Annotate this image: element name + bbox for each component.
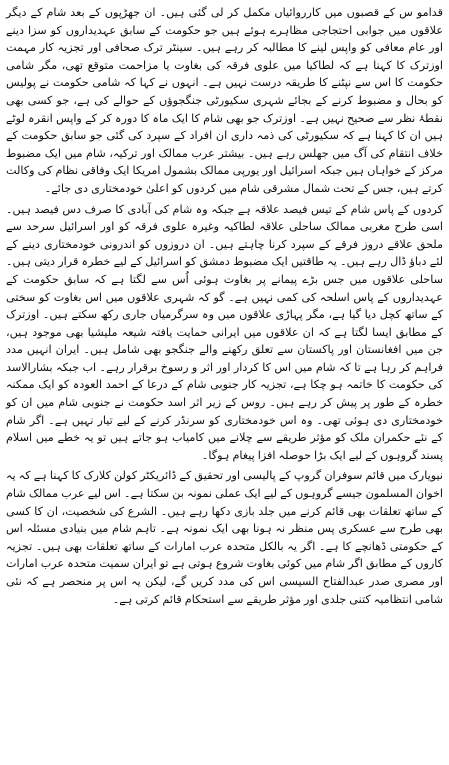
article-paragraph-2: کردوں کے پاس شام کے تیس فیصد علاقہ ہے جبکہ وہ شام کی آبادی کا صرف دس فیصد ہیں۔ اسی طرح مغربی ممالک ساحلی علاقہ لطاکیہ وغیرہ علوی فرقہ کو اور اسرائیل سرحد سے ملحق علاقے دروز فرقے کے سپرد کرنا چاہتے ہیں۔ ان دروزوں کو اندرونی خودمختاری دینے کے لئے دباؤ ڈال رہے ہیں۔ یہ طاقتیں ایک مضبوط دمشق کو اسرائیل کے لیے خطرہ قرار دیتی ہیں۔ ساحلی علاقوں میں جس بڑے پیمانے پر بغاوت ہوئی اُس سے لگتا ہے کہ سابق حکومت کے عہدیداروں کے پاس اسلحہ کی کمی نہیں ہے۔ گو کہ شہری علاقوں میں اس بغاوت کو سختی کے ساتھ کچل دیا گیا ہے، مگر پہاڑی علاقوں میں وہ سرگرمیاں جاری رکھ سکتے ہیں۔ اوزترک کے مطابق ایسا لگتا ہے کہ ان علاقوں میں ایرانی حمایت یافتہ شیعہ ملیشیا بھی موجود ہیں، جن میں افغانستان اور پاکستان سے تعلق رکھنے والے جنگجو بھی شامل ہیں۔ ایران انہیں مدد فراہم کر رہا ہے تا کہ شام میں اس کا کردار اور اثر و رسوخ برقرار رہے۔ اب جبکہ بشارالاسد کی حکومت کا خاتمہ ہو چکا ہے، تجزیہ کار جنوبی شام کے درعا کے احمد العودہ کو ایک ممکنہ خطرہ کے طور پر پیش کر رہے ہیں۔ روس کے زیر اثر اسد حکومت نے جنوبی شام میں ان کو خودمختاری دی ہوئی تھی۔ وہ اس خودمختاری کو سرنڈر کرنے کے لیے تیار نہیں ہے۔ اگر شام کے نئے حکمران ملک کو مؤثر طریقے سے چلانے میں کامیاب ہو جاتے ہیں تو یہ خطے میں اسلام پسند گروہوں کے لیے ایک بڑا حوصلہ افزا پیغام ہوگا۔ — [6, 202, 443, 462]
article-paragraph-1: قدامو س کے قصبوں میں کارروائیاں مکمل کر لی گئی ہیں۔ ان جھڑپوں کے بعد شام کے دیگر علاقوں میں جوابی احتجاجی مظاہرے ہوئے ہیں جو حکومت کے سابق عہدیداروں کو سزا دینے اور عام معافی کو واپس لینے کا مطالبہ کر رہے ہیں۔ سینٹر ترک صحافی اور تجزیہ کار مہمت اوزترک کا کہنا ہے کہ لطاکیا میں علوی فرقہ کی بغاوت یا مزاحمت متوقع تھی، مگر شامی حکومت کا اس سے نپٹنے کا طریقہ درست نہیں ہے۔ انہوں نے کہا کہ شامی حکومت نے پولیس کو بحال و مضبوط کرنے کے بجائے شہری سکیورٹی جنگجوؤں کے حوالے کی ہے، جو کسی بھی نقطۂ نظر سے صحیح نہیں ہے۔ اوزترک جو بھی شام کا ایک ماہ کا دورہ کر کے واپس انقرہ لوٹے ہیں ان کا کہنا ہے کہ سکیورٹی کی ذمہ داری ان افراد کے سپرد کی گئی جو سابق حکومت کے خلاف انتقام کی آگ میں جھلس رہے ہیں۔ بیشتر عرب ممالک اور ترکیہ، شام میں ایک مضبوط مرکز کے خواہاں ہیں جبکہ اسرائیل اور یورپی ممالک بشمول امریکا ایک وفاقی نظام کی وکالت کرتے ہیں، جس کے تحت شمال مشرقی شام میں کردوں کو اعلیٰ خودمختاری دی جائے۔ — [6, 6, 443, 195]
article-paragraph-3: نیویارک میں قائم سوفران گروپ کے پالیسی اور تحقیق کے ڈائریکٹر کولن کلارک کا کہنا ہے کہ یہ اخوان المسلمون جیسے گروہوں کے لیے ایک عملی نمونہ بن سکتا ہے۔ اس لیے عرب ممالک شام کے ساتھ تعلقات بھی قائم کرنے میں جلد بازی دکھا رہے ہیں۔ الشرع کی شخصیت، ان کا کسی بھی طرح سے عسکری پس منظر نہ ہونا بھی ایک نمونہ ہے۔ تاہم شام میں بنیادی مسئلہ اس کے حکومتی ڈھانچے کا ہے۔ اگر یہ بالکل متحدہ عرب امارات کے ساتھ تعلقات بھی ہیں۔ تجزیہ کاروں کے مطابق اگر شام میں کوئی بغاوت شروع ہوتی ہے تو ایران سمیت متحدہ عرب امارات اور مصری صدر عبدالفتاح السیسی اس کی مدد کریں گے، لیکن یہ اس پر منحصر ہے کہ نئی شامی انتظامیہ کتنی جلدی اور مؤثر طریقے سے استحکام قائم کرتی ہے۔ — [6, 469, 443, 606]
